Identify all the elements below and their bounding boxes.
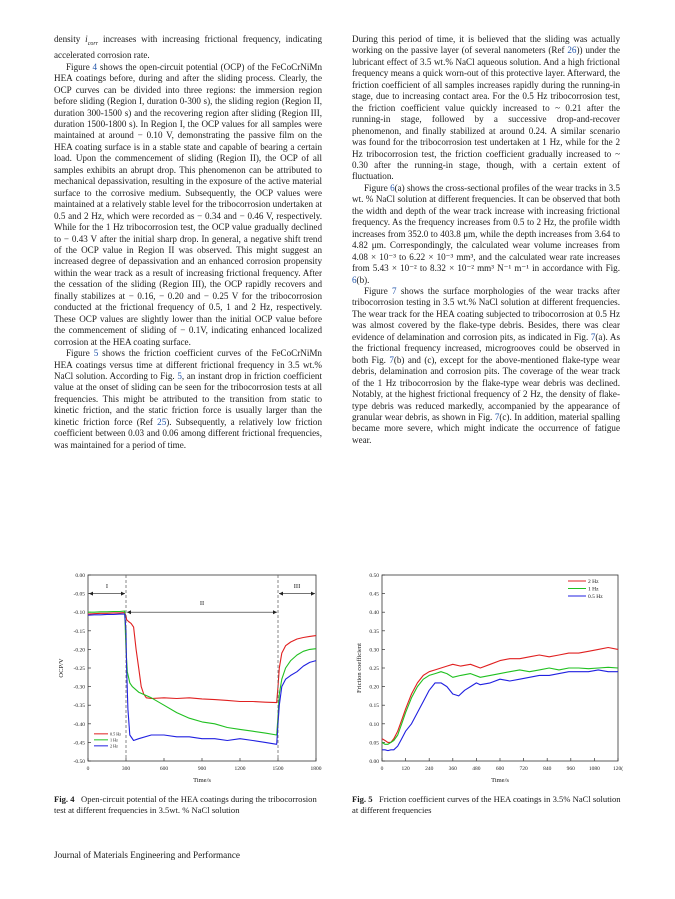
- ocp-chart-svg: [54, 565, 322, 783]
- figure-5-caption: Fig. 5 Friction coefficient curves of the HEA coatings in 3.5% NaCl solution at different frequencies: [352, 794, 621, 815]
- region-label: I: [105, 583, 109, 591]
- y-tick-label: -0.35: [73, 703, 85, 710]
- region-arrow-head: [121, 592, 125, 596]
- y-tick-label: -0.40: [73, 721, 85, 728]
- legend-label: 2 Hz: [588, 579, 599, 585]
- region-label: II: [199, 599, 205, 607]
- x-tick-label: 840: [543, 766, 552, 772]
- figure-ref-link[interactable]: 4: [92, 61, 98, 72]
- x-tick-label: 1800: [310, 766, 322, 772]
- legend-label: 0.5 Hz: [110, 731, 122, 737]
- x-tick-label: 480: [472, 766, 481, 772]
- region-label: III: [293, 583, 301, 591]
- y-tick-label: 0.20: [369, 684, 379, 691]
- y-axis-label: OCP/V: [58, 658, 65, 678]
- x-tick-label: 900: [197, 766, 207, 772]
- region-arrow-head: [279, 592, 283, 596]
- paragraph: Figure 4 shows the open-circuit potential (OCP) of the FeCoCrNiMn HEA coatings before, during and after the sliding process. Clearly, the OCP curves can be divided into three regions: the immersion region before sliding (Region I, duration 0-300 s), the sliding region (Region II, duration 300-1500 s) and the recovering region after sliding (Region III, duration 1500-1800 s). In Region I, the OCP values for all samples were maintained at around − 0.10 V, demonstrating the passive film on the HEA coating surface is in a stable state and capable of bearing a certain load. Upon the commencement of sliding (Region II), the OCP of all samples exhibits an abrupt drop. This phenomenon can be attributed to mechanical depassivation, resulting in the exposure of the active material surface to the corrosive medium. Subsequently, the OCP values were maintained at a relatively stable level for the tribocorrosion undertaken at 0.5 and 2 Hz, which were recorded as − 0.34 and − 0.46 V, respectively. While for the 1 Hz tribocorrosion test, the OCP value gradually declined to − 0.43 V after the initial sharp drop. In general, a negative shift trend of the OCP value in Region II was observed. This might suggest an increased degree of depassivation and an enhanced corrosion propensity within the wear track as a result of increasing frictional frequency. After the cessation of the sliding (Region III), the OCP rapidly recovers and finally stabilizes at − 0.16, − 0.20 and − 0.25 V for the tribocorrosion conducted at the frictional frequency of 0.5, 1 and 2 Hz, respectively. These OCP values are slightly lower than the initial OCP value before the commencement of sliding of − 0.1V, indicating enhanced localized corrosion at the HEA coating surface.: [54, 61, 322, 347]
- x-tick-label: 120: [401, 766, 410, 772]
- x-tick-label: 600: [159, 766, 169, 772]
- legend-label: 2 Hz: [110, 743, 119, 749]
- y-tick-label: 0.50: [369, 573, 379, 579]
- y-tick-label: 0.05: [369, 740, 379, 747]
- y-tick-label: -0.50: [73, 759, 85, 765]
- y-tick-label: -0.10: [73, 610, 85, 617]
- paragraph: density $i_{corr}$ increases with increasing frictional frequency, indicating accelerated corrosion rate.: [54, 34, 323, 61]
- paragraph: Figure 5 shows the friction coefficient curves of the FeCoCrNiMn HEA coatings versus time at different frictional frequency in 3.5 wt.% NaCl solution. According to Fig. 5, an instant drop in friction coefficient value at the onset of sliding can be seen for the tribocorrosion tests at all frequencies. This might be attributed to the transition from static to kinetic friction, and the static friction force is usually larger than the kinetic friction force (Ref 25). Subsequently, a relatively low friction coefficient between 0.03 and 0.06 among different frictional frequencies, was maintained for a period of time.: [54, 348, 322, 450]
- figure-ref-link[interactable]: 7: [392, 285, 397, 296]
- series-line-2-Hz: [382, 648, 618, 743]
- y-tick-label: -0.05: [73, 591, 85, 598]
- y-tick-label: 0.25: [369, 666, 379, 672]
- x-tick-label: 0: [380, 766, 384, 772]
- series-line-0_5-Hz: [382, 670, 618, 751]
- legend-label: 0.5 Hz: [588, 594, 603, 600]
- y-tick-label: 0.35: [369, 628, 379, 635]
- figure-ref-link[interactable]: 7: [590, 331, 596, 342]
- y-tick-label: 0.45: [369, 591, 379, 598]
- x-tick-label: 1500: [272, 766, 284, 772]
- x-tick-label: 240: [425, 766, 434, 772]
- y-tick-label: 0.10: [369, 721, 379, 728]
- figure-ref-link[interactable]: 5: [177, 370, 182, 381]
- y-tick-label: 0.00: [75, 573, 85, 579]
- figure-5-friction-chart: [352, 565, 624, 783]
- x-tick-label: 0: [86, 766, 90, 772]
- x-tick-label: 600: [495, 766, 505, 772]
- citation-ref-link[interactable]: 25: [157, 416, 167, 427]
- x-tick-label: 360: [448, 766, 457, 772]
- region-arrow-head: [311, 592, 315, 596]
- figure-ref-link[interactable]: 5: [93, 348, 99, 359]
- region-arrow-head: [273, 610, 277, 614]
- y-tick-label: -0.25: [73, 666, 85, 672]
- x-tick-label: 720: [519, 766, 528, 772]
- paragraph: Figure 7 shows the surface morphologies of the wear tracks after tribocorrosion testing in 3.5 wt.% NaCl solution at different frequencies. The wear track for the HEA coating subjected to tribocorrosion at 0.5 Hz was almost covered by the flake-type debris. Besides, there was clear evidence of delamination and corrosion pits, as indicated in Fig. 7(a). As the frictional frequency increased, microgrooves could be observed in both Fig. 7(b) and (c), except for the above-mentioned flake-type wear debris, delamination and corrosion pits. The coverage of the wear track of the 1 Hz tribocorrosion by the flake-type wear debris was declined. Notably, at the highest frictional frequency of 2 Hz, the density of flake-type debris was reduced markedly, accompanied by the appearance of granular wear debris, as shown in Fig. 7(c). In addition, material spalling became more severe, which might indicate the occurrence of fatigue wear.: [352, 285, 620, 445]
- y-tick-label: -0.45: [73, 740, 85, 747]
- citation-ref-link[interactable]: 26: [567, 45, 577, 56]
- y-tick-label: 0.40: [369, 610, 379, 617]
- left-text-column: [54, 34, 322, 451]
- y-tick-label: 0.30: [369, 647, 379, 654]
- x-tick-label: 960: [566, 766, 575, 772]
- x-tick-label: 1200: [234, 766, 246, 772]
- journal-footer: Journal of Materials Engineering and Performance: [54, 850, 240, 860]
- y-tick-label: -0.30: [73, 684, 85, 691]
- x-axis-label: Time/s: [193, 777, 211, 783]
- figure-4-ocp-chart: [54, 565, 322, 783]
- right-text-column: [352, 34, 620, 446]
- figure-ref-link[interactable]: 7: [389, 354, 394, 365]
- region-arrow-head: [127, 610, 131, 614]
- y-tick-label: 0.15: [369, 703, 379, 710]
- y-axis-label: Friction coefficient: [356, 643, 363, 693]
- series-line-1-Hz: [88, 611, 316, 735]
- figure-ref-link[interactable]: 7: [494, 411, 500, 422]
- y-tick-label: 0.00: [369, 759, 379, 765]
- legend-label: 1 Hz: [588, 586, 599, 593]
- friction-chart-svg: [352, 565, 624, 783]
- paragraph: Figure 6(a) shows the cross-sectional profiles of the wear tracks in 3.5 wt. % NaCl solution at different frequencies. It can be observed that both the width and depth of the wear track increase with increasing frictional frequency. As the frequency increases from 0.5 to 2 Hz, the profile width increases from 352.0 to 403.8 μm, while the depth increases from 3.64 to 4.82 μm. Correspondingly, the calculated wear volume increases from 4.08 × 10⁻³ to 6.22 × 10⁻³ mm³, and the calculated wear rate increases from 5.43 × 10⁻² to 8.32 × 10⁻² mm³ N⁻¹ m⁻¹ in accordance with Fig. 6(b).: [352, 182, 620, 285]
- x-tick-label: 120(: [612, 766, 624, 772]
- y-tick-label: -0.15: [73, 628, 85, 635]
- x-tick-label: 1080: [588, 766, 600, 772]
- figure-ref-link[interactable]: 6: [352, 274, 357, 285]
- region-arrow-head: [89, 592, 93, 596]
- figure-4-caption: Fig. 4 Open-circuit potential of the HEA coatings during the tribocorrosion test at different frequencies in 3.5wt. % NaCl solution: [54, 794, 317, 815]
- figure-ref-link[interactable]: 6: [390, 182, 395, 193]
- paragraph: During this period of time, it is believed that the sliding was actually working on the passive layer (of several nanometers (Ref 26)) under the lubricant effect of 3.5 wt.% NaCl aqueous solution. And a high frictional frequency means a quick worn-out of this protective layer. Afterward, the friction coefficient of all samples increases rapidly during the running-in stage, due to increasing contact area. For the 0.5 Hz tribocorrosion test, the friction coefficient value quickly increased to ~ 0.21 after the running-in stage, followed by a successive drop-and-recover phenomenon, and finally stabilized at around 0.24. A similar scenario was found for the tribocorrosion test undertaken at 1 Hz, while for the 2 Hz tribocorrosion test, the friction coefficient gradually increased to ~ 0.30 after the running-in stage, though, with a certain extent of fluctuation.: [352, 34, 620, 182]
- legend-label: 1 Hz: [110, 737, 119, 743]
- x-tick-label: 300: [121, 766, 131, 772]
- x-axis-label: Time/s: [491, 777, 509, 783]
- y-tick-label: -0.20: [73, 647, 85, 654]
